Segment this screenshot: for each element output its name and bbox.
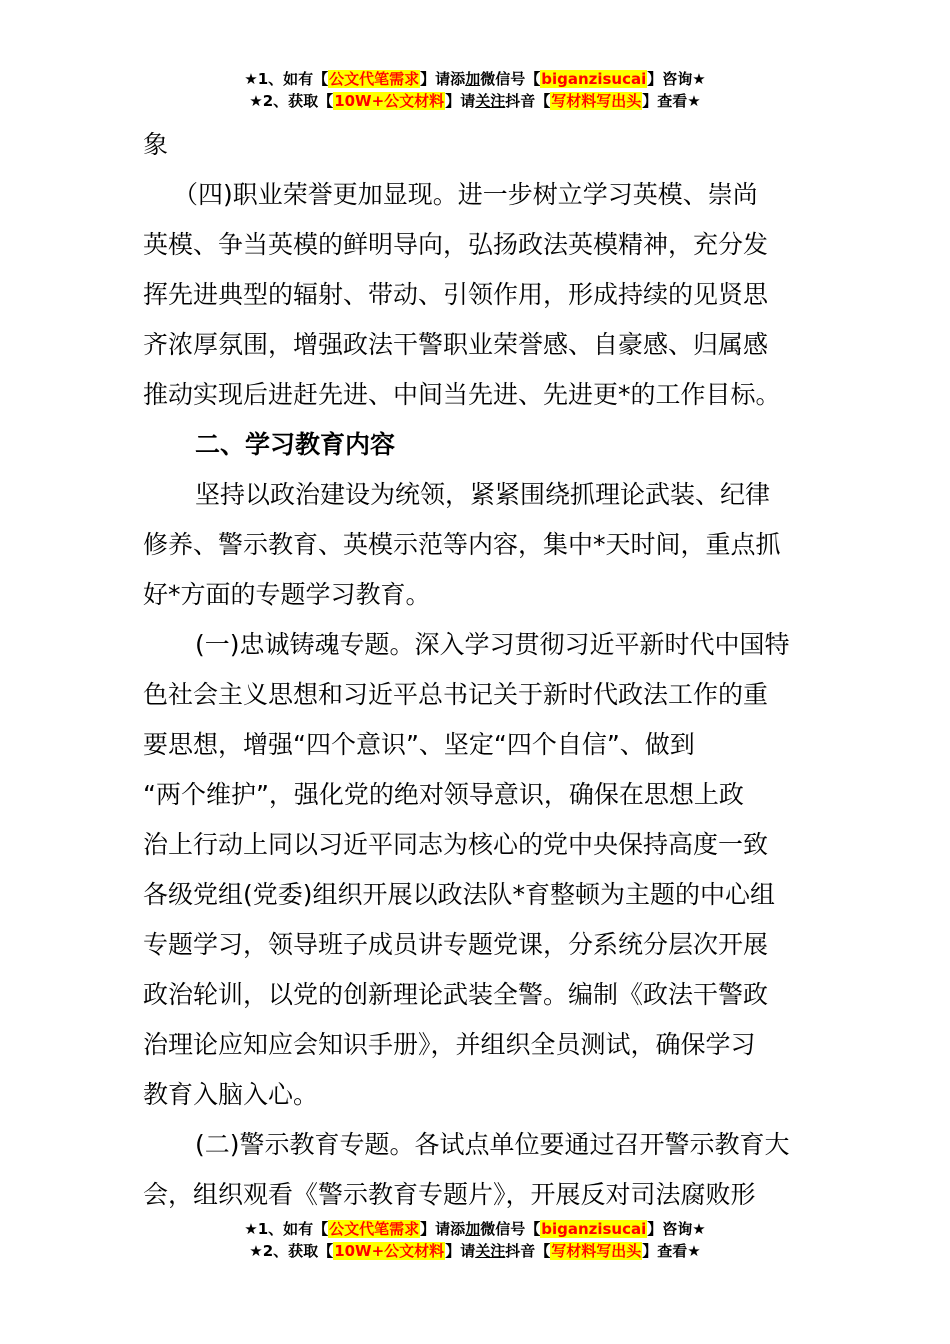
banner-line-1 [0, 1218, 950, 1240]
banner-text: ★2、获取【 [249, 92, 334, 110]
text-line: 好*方面的专题学习教育。 [143, 580, 431, 609]
text-line: 要思想，增强“四个意识”、坚定“四个自信”、做到 [143, 730, 695, 759]
banner-line-1 [0, 68, 950, 90]
text-line: 政治轮训，以党的创新理论武装全警。编制《政法干警政 [143, 980, 769, 1009]
banner-emphasis: 加 [465, 1220, 481, 1238]
text-line: 英模、争当英模的鲜明导向，弘扬政法英模精神，充分发 [143, 230, 769, 259]
banner-text: ★1、如有【 [244, 1220, 329, 1238]
text-line: 修养、警示教育、英模示范等内容，集中*天时间，重点抓 [143, 530, 781, 559]
banner-highlight: 公文代笔需求 [329, 1220, 420, 1238]
document-body [143, 120, 809, 1220]
text-line: （四)职业荣誉更加显现。进一步树立学习英模、崇尚 [173, 180, 758, 209]
banner-text: 】查看★ [642, 1242, 701, 1260]
text-line: (二)警示教育专题。各试点单位要通过召开警示教育大 [195, 1130, 790, 1159]
banner-highlight: 10W+公文材料 [334, 1242, 445, 1260]
text-line: 象 [143, 130, 169, 159]
banner-text: 】咨询★ [647, 1220, 706, 1238]
section-heading: 二、学习教育内容 [195, 430, 396, 459]
banner-text: 微信号【 [480, 70, 541, 88]
banner-text: 】请添 [420, 1220, 466, 1238]
banner-line-2 [0, 90, 950, 112]
banner-highlight: 10W+公文材料 [334, 92, 445, 110]
banner-highlight: 写材料写出头 [551, 1242, 642, 1260]
banner-text: ★1、如有【 [244, 70, 329, 88]
banner-highlight: biganzisucai [541, 1220, 647, 1238]
text-line: 色社会主义思想和习近平总书记关于新时代政法工作的重 [143, 680, 769, 709]
banner-emphasis: 加 [465, 70, 481, 88]
banner-text: 】请 [445, 92, 476, 110]
text-line: 专题学习，领导班子成员讲专题党课，分系统分层次开展 [143, 930, 769, 959]
banner-highlight: biganzisucai [541, 70, 647, 88]
banner-highlight: 公文代笔需求 [329, 70, 420, 88]
banner-emphasis: 关注 [475, 92, 506, 110]
banner-text: 微信号【 [480, 1220, 541, 1238]
banner-text: 】查看★ [642, 92, 701, 110]
text-line: “两个维护”，强化党的绝对领导意识，确保在思想上政 [143, 780, 744, 809]
banner-text: 】咨询★ [647, 70, 706, 88]
banner-text: 抖音【 [505, 1242, 551, 1260]
header-banner [0, 68, 950, 112]
banner-text: 抖音【 [505, 92, 551, 110]
text-line: 挥先进典型的辐射、带动、引领作用，形成持续的见贤思 [143, 280, 769, 309]
banner-line-2 [0, 1240, 950, 1262]
text-line: 教育入脑入心。 [143, 1080, 319, 1109]
text-line: 齐浓厚氛围，增强政法干警职业荣誉感、自豪感、归属感 [143, 330, 769, 359]
text-line: 推动实现后进赶先进、中间当先进、先进更*的工作目标。 [143, 380, 781, 409]
banner-highlight: 写材料写出头 [551, 92, 642, 110]
banner-text: 】请添 [420, 70, 466, 88]
text-line: 坚持以政治建设为统领，紧紧围绕抓理论武装、纪律 [195, 480, 771, 509]
text-line: 治上行动上同以习近平同志为核心的党中央保持高度一致 [143, 830, 769, 859]
footer-banner [0, 1218, 950, 1262]
text-line: (一)忠诚铸魂专题。深入学习贯彻习近平新时代中国特 [195, 630, 790, 659]
text-line: 会，组织观看《警示教育专题片》，开展反对司法腐败形 [143, 1180, 756, 1209]
text-line: 各级党组(党委)组织开展以政法队*育整顿为主题的中心组 [143, 880, 776, 909]
banner-text: ★2、获取【 [249, 1242, 334, 1260]
text-line: 治理论应知应会知识手册》，并组织全员测试，确保学习 [143, 1030, 756, 1059]
banner-emphasis: 关注 [475, 1242, 506, 1260]
banner-text: 】请 [445, 1242, 476, 1260]
